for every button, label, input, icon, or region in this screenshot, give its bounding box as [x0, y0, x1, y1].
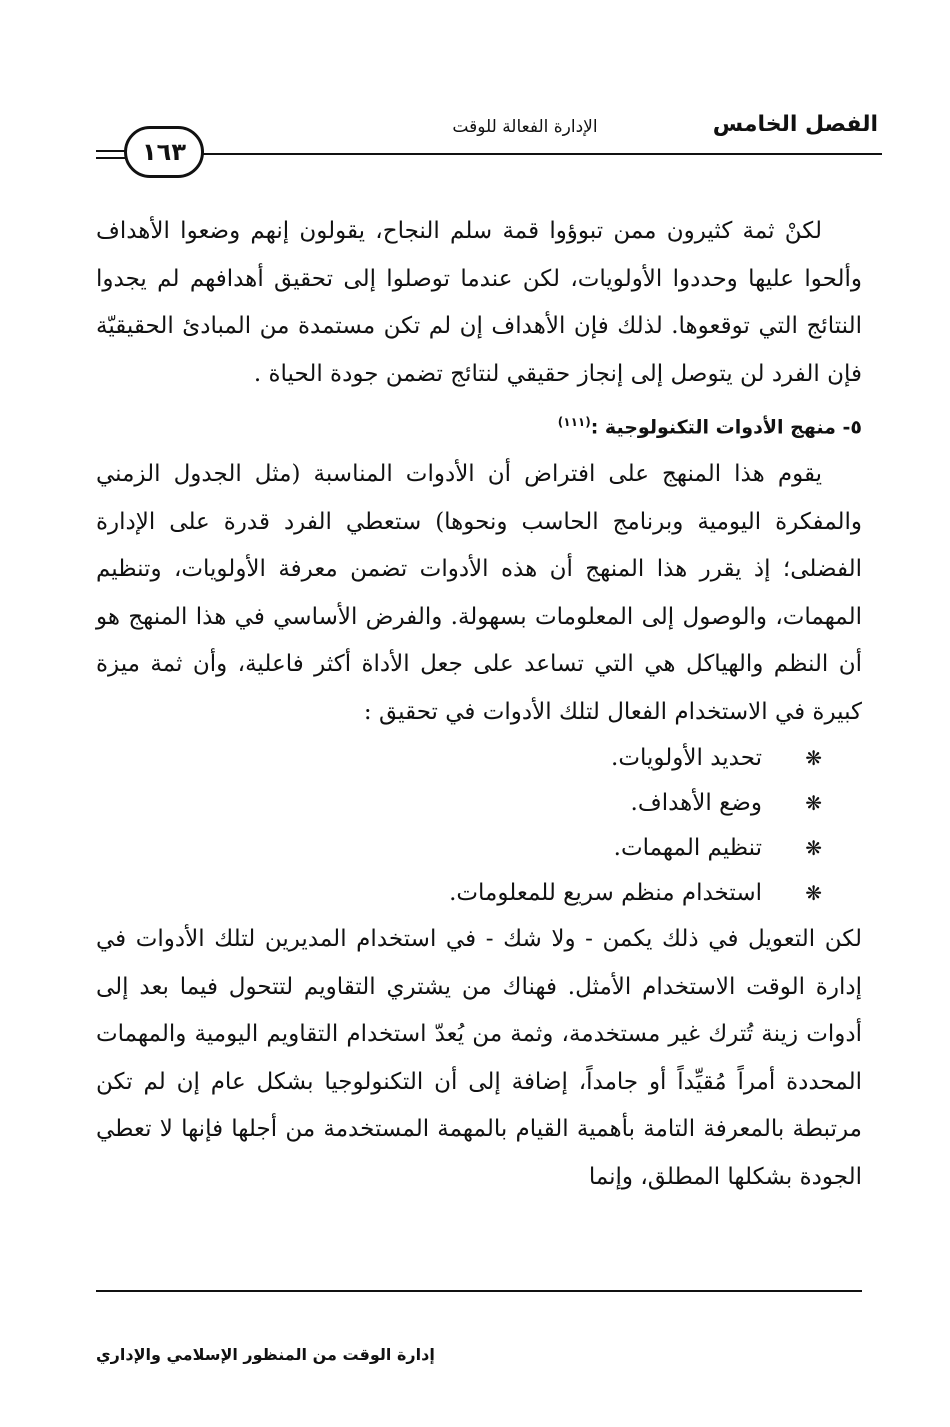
book-title-footer: إدارة الوقت من المنظور الإسلامي والإداري	[96, 1345, 435, 1364]
bullet-icon: ❋	[805, 791, 822, 816]
list-item	[96, 826, 862, 871]
paragraph-intro: لكنْ ثمة كثيرون ممن تبوؤوا قمة سلم النجاح، يقولون إنهم وضعوا الأهداف وألحوا عليها وحددوا الأولويات، لكن عندما توصلوا إلى تحقيق أهدافهم لم يجدوا النتائج التي توقعوها. لذلك فإن الأهداف إن لم تكن مستمدة من المبادئ الحقيقيّة فإن الفرد لن يتوصل إلى إنجاز حقيقي لنتائج تضمن جودة الحياة .	[96, 218, 862, 387]
list-item	[96, 871, 862, 916]
footnote-ref: (١١١)	[557, 415, 591, 429]
footer-rule	[96, 1290, 862, 1292]
header-rule	[203, 153, 882, 155]
list-item-text: تنظيم المهمات.	[613, 835, 762, 862]
paragraph-conclusion: لكن التعويل في ذلك يكمن - ولا شك - في استخدام المديرين لتلك الأدوات في إدارة الوقت الاستخدام الأمثل. فهناك من يشتري التقاويم لتتحول فيما بعد إلى أدوات زينة تُترك غير مستخدمة، وثمة من يُعدّ استخدام التقاويم اليومية والمهمات المحددة أمراً مُقيِّداً أو جامداً، إضافة إلى أن التكنولوجيا بشكل عام إن لم تكن مرتبطة بالمعرفة التامة بأهمية القيام بالمهمة المستخدمة من أجلها فإنها لا تعطي الجودة بشكلها المطلق، وإنما	[96, 926, 862, 1190]
list-item-text: استخدام منظم سريع للمعلومات.	[449, 880, 762, 907]
section-title: الإدارة الفعالة للوقت	[452, 117, 598, 137]
bullet-icon: ❋	[805, 881, 822, 906]
bullet-icon: ❋	[805, 746, 822, 771]
list-item	[96, 781, 862, 826]
chapter-title: الفصل الخامس	[712, 112, 878, 137]
list-item	[96, 736, 862, 781]
section-heading-text: ٥- منهج الأدوات التكنولوجية :	[590, 416, 862, 439]
header-rule-left-bottom	[96, 157, 126, 159]
header-rule-left-top	[96, 150, 126, 152]
page-body	[96, 208, 862, 1201]
goals-list	[96, 736, 862, 916]
list-item-text: وضع الأهداف.	[630, 790, 762, 817]
list-item-text: تحديد الأولويات.	[611, 745, 762, 772]
page-number: ١٦٣	[124, 126, 204, 178]
section-heading	[96, 398, 862, 451]
paragraph-method: يقوم هذا المنهج على افتراض أن الأدوات المناسبة (مثل الجدول الزمني والمفكرة اليومية وبرنامج الحاسب ونحوها) ستعطي الفرد قدرة على الإدارة الفضلى؛ إذ يقرر هذا المنهج أن هذه الأدوات تضمن معرفة الأولويات، وتنظيم المهمات، والوصول إلى المعلومات بسهولة. والفرض الأساسي في هذا المنهج هو أن النظم والهياكل هي التي تساعد على جعل الأداة أكثر فاعلية، وأن ثمة ميزة كبيرة في الاستخدام الفعال لتلك الأدوات في تحقيق :	[96, 461, 862, 725]
bullet-icon: ❋	[805, 836, 822, 861]
